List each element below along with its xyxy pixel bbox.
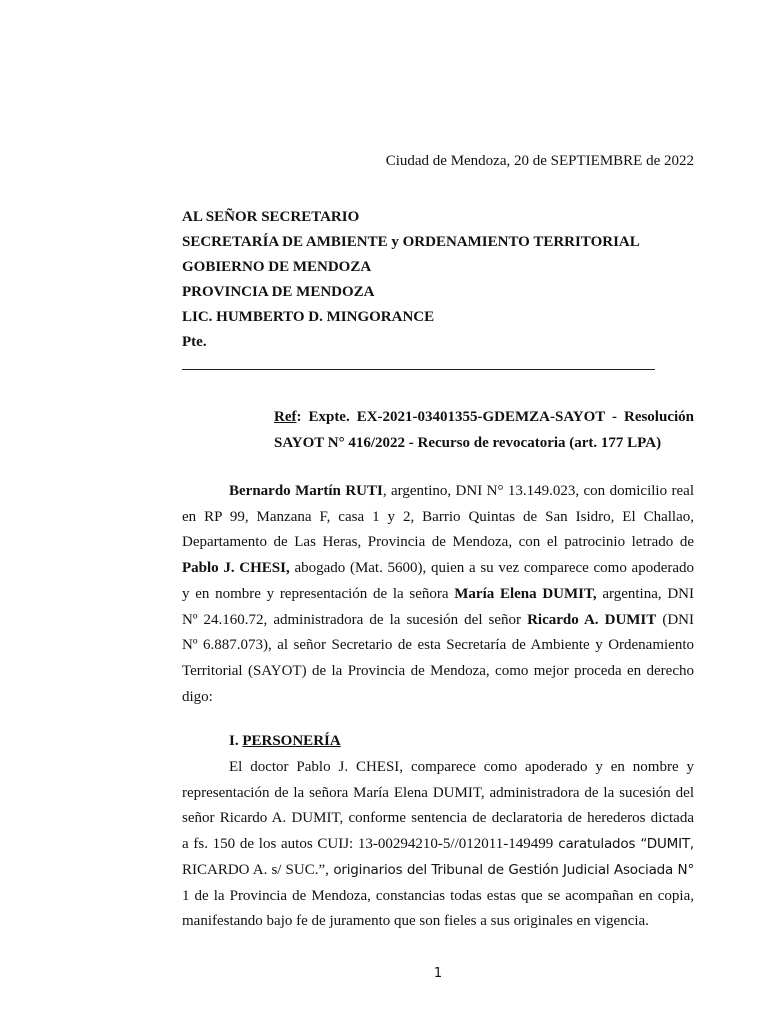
section-heading: I. PERSONERÍA — [229, 733, 341, 749]
reference-block — [274, 404, 694, 456]
addressee-line: SECRETARÍA DE AMBIENTE y ORDENAMIENTO TERRITORIAL — [182, 234, 640, 250]
separator-line — [182, 369, 655, 370]
reference-label: Ref — [274, 409, 297, 425]
deceased-name: Ricardo A. DUMIT — [527, 611, 657, 628]
page-number: 1 — [433, 966, 443, 981]
addressee-line: GOBIERNO DE MENDOZA — [182, 259, 372, 275]
addressee-line: PROVINCIA DE MENDOZA — [182, 284, 375, 300]
intro-paragraph: Bernardo Martín RUTI, argentino, DNI N° 13.149.023, con domicilio real en RP 99, Manzana F, casa 1 y 2, Barrio Quintas de San Isidro, El Challao, Departamento de Las Heras, Provincia de Mendoza, con el patrocinio letrado de Pablo J. CHESI, abogado (Mat. 5600), quien a su vez comparece como apoderado y en nombre y representación de la señora María Elena DUMIT, argentina, DNI Nº 24.160.72, administradora de la sucesión del señor Ricardo A. DUMIT (DNI Nº 6.887.073), al señor Secretario de esta Secretaría de Ambiente y Ordenamiento Territorial (SAYOT) de la Provincia de Mendoza, como mejor proceda en derecho digo: — [182, 483, 695, 705]
addressee-block — [182, 205, 640, 355]
reference-line: Ref: Expte. EX-2021-03401355-GDEMZA-SAYOT - Resolución — [274, 409, 694, 425]
reference-line: SAYOT N° 416/2022 - Recurso de revocatoria (art. 177 LPA) — [274, 435, 662, 451]
personeria-paragraph: El doctor Pablo J. CHESI, comparece como apoderado y en nombre y representación de la señora María Elena DUMIT, administradora de la sucesión del señor Ricardo A. DUMIT, conforme sentencia de declaratoria de herederos dictada a fs. 150 de los autos CUIJ: 13-00294210-5//012011-149499 caratulados “DUMIT, RICARDO A. s/ SUC.”, originarios del Tribunal de Gestión Judicial Asociada N° 1 de la Provincia de Mendoza, constancias todas estas que se acompañan en copia, manifestando bajo fe de juramento que son fieles a sus originales en vigencia. — [182, 759, 694, 930]
document-date: Ciudad de Mendoza, 20 de SEPTIEMBRE de 2022 — [385, 153, 694, 169]
appellant-name: Bernardo Martín RUTI — [229, 483, 383, 499]
client-name: María Elena DUMIT, — [454, 585, 597, 602]
addressee-line: LIC. HUMBERTO D. MINGORANCE — [182, 309, 435, 325]
lawyer-name: Pablo J. CHESI, — [182, 560, 290, 577]
addressee-line: Pte. — [182, 334, 207, 350]
addressee-line: AL SEÑOR SECRETARIO — [182, 209, 360, 225]
